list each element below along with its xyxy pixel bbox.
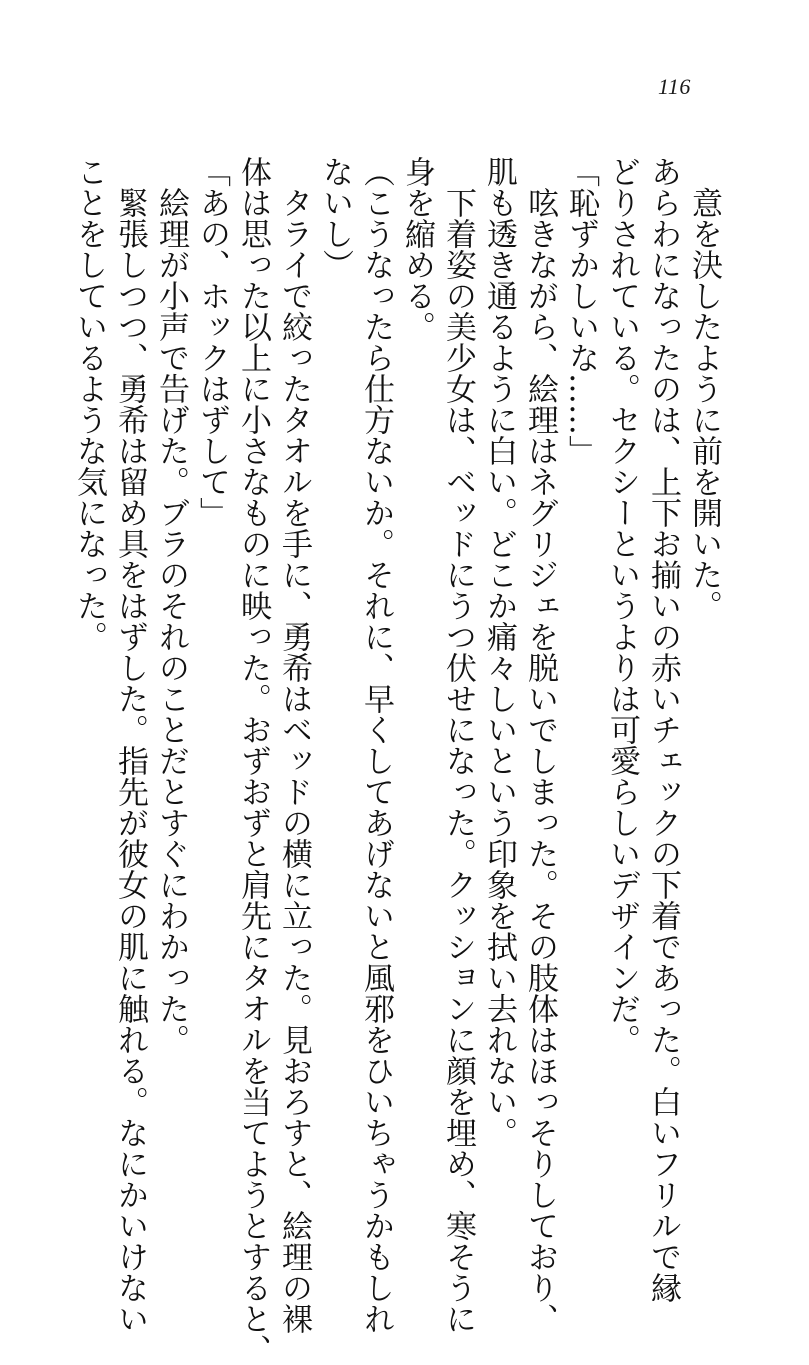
text-line: タライで絞ったタオルを手に、勇希はベッドの横に立った。見おろすと、絵理の裸: [276, 156, 312, 1334]
text-line: 身を縮める。: [399, 156, 435, 342]
text-line: 絵理が小声で告げた。ブラのそれのことだとすぐにわかった。: [153, 156, 189, 1055]
text-line: あらわになったのは、上下お揃いの赤いチェックの下着であった。白いフリルで縁: [645, 156, 681, 1303]
text-line: 下着姿の美少女は、ベッドにうつ伏せになった。クッションに顔を埋め、寒そうに: [440, 156, 476, 1334]
text-line: 意を決したように前を開いた。: [686, 156, 722, 621]
text-line: 体は思った以上に小さなものに映った。おずおずと肩先にタオルを当てようとすると、: [235, 156, 271, 1365]
text-line: どりされている。セクシーというよりは可愛らしいデザインだ。: [604, 156, 640, 1055]
text-line: 呟きながら、絵理はネグリジェを脱いでしまった。その肢体はほっそりしており、: [522, 156, 558, 1334]
text-line: 「恥ずかしいな……」: [563, 156, 599, 466]
vertical-text-body: [71, 156, 724, 1365]
text-line: ないし）: [317, 156, 353, 280]
text-line: 肌も透き通るように白い。どこか痛々しいという印象を拭い去れない。: [481, 156, 517, 1148]
text-line: ことをしているような気になった。: [71, 156, 107, 652]
text-line: 「あの、ホックはずして」: [194, 156, 230, 528]
text-line: 緊張しつつ、勇希は留め具をはずした。指先が彼女の肌に触れる。なにかいけない: [112, 156, 148, 1334]
text-line: （こうなったら仕方ないか。それに、早くしてあげないと風邪をひいちゃうかもしれ: [358, 156, 394, 1334]
page-number: 116: [658, 74, 691, 99]
